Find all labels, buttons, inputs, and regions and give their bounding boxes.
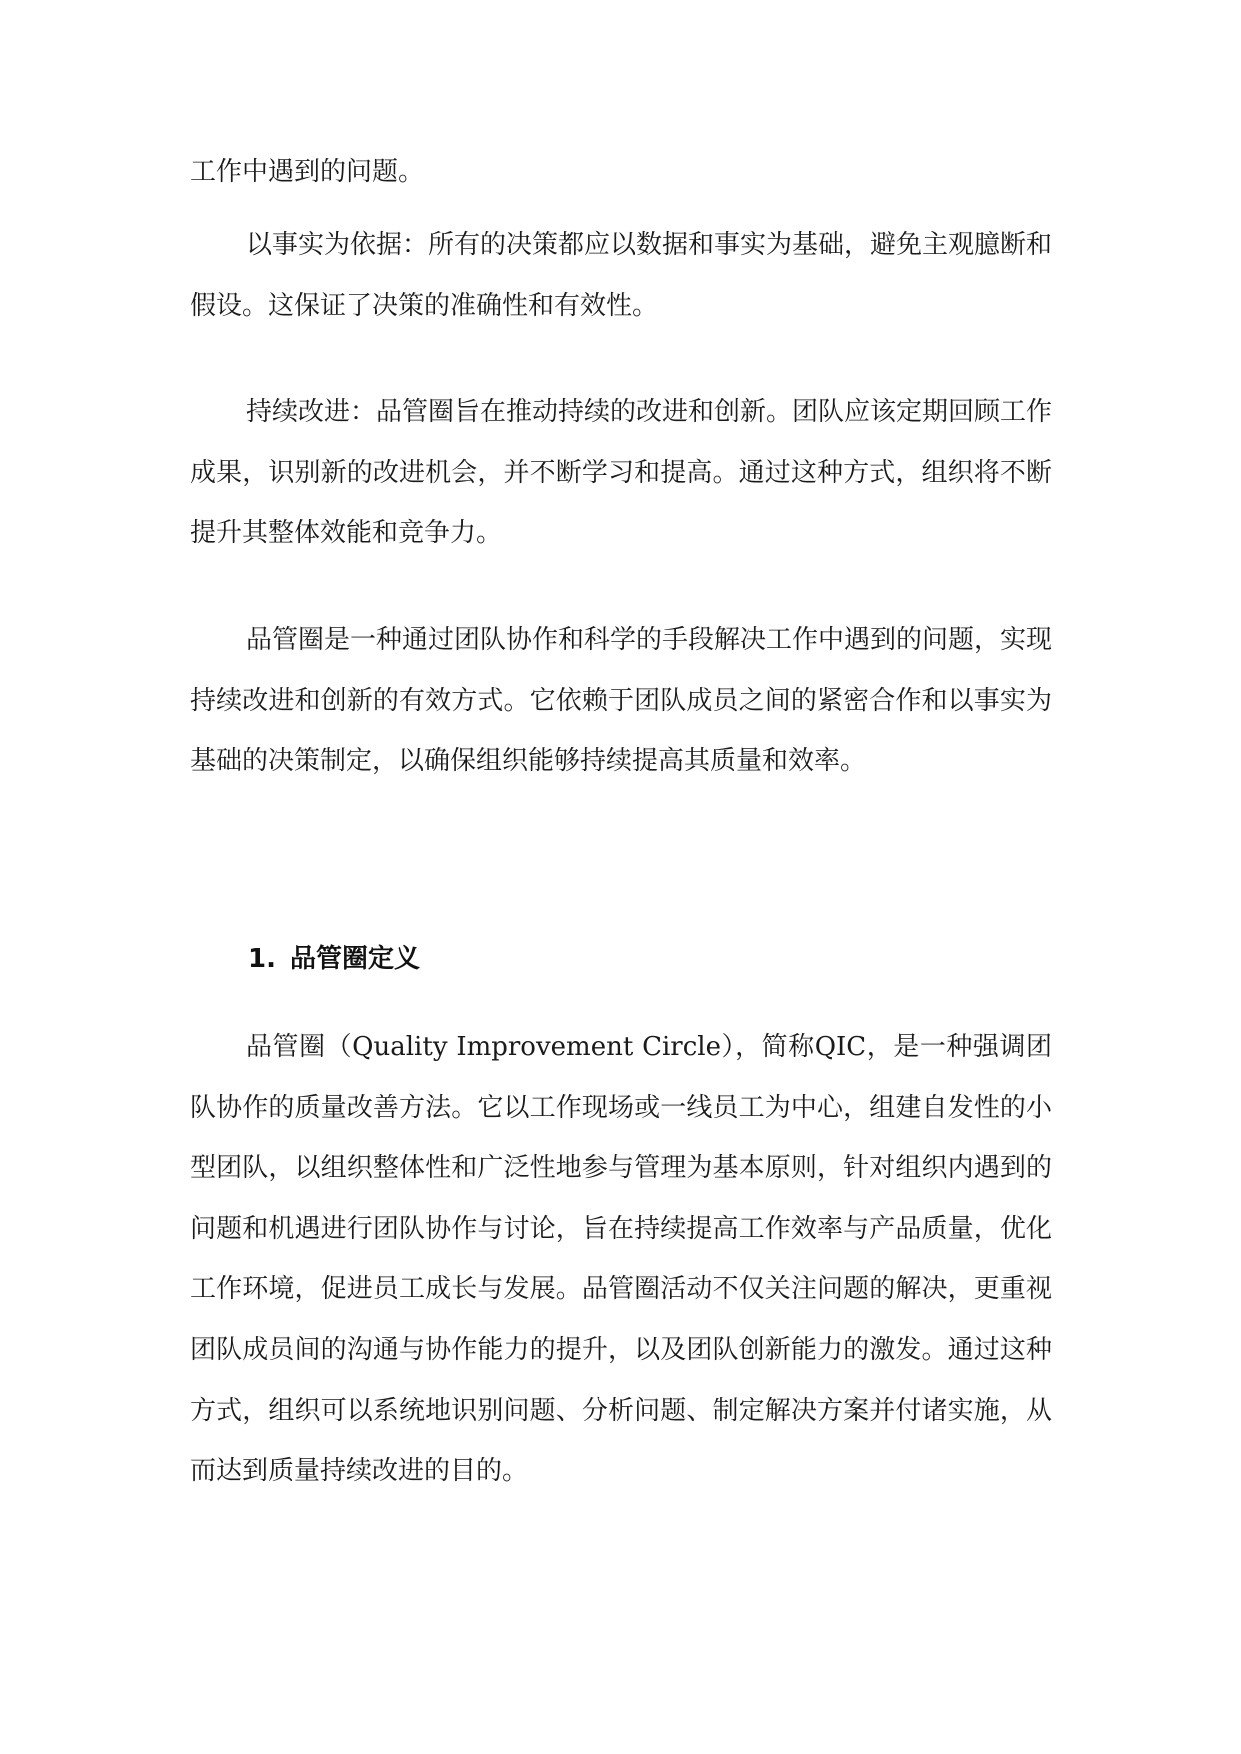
paragraph-continuation: 工作中遇到的问题。: [190, 157, 425, 187]
paragraph-qic-definition: 品管圈（Quality Improvement Circle），简称QIC，是一种强调团队协作的质量改善方法。它以工作现场或一线员工为中心，组建自发性的小型团队，以组织整体性和广泛性地参与管理为基本原则，针对组织内遇到的问题和机遇进行团队协作与讨论，旨在持续提高工作效率与产品质量，优化工作环境，促进员工成长与发展。品管圈活动不仅关注问题的解决，更重视团队成员间的沟通与协作能力的提升，以及团队创新能力的激发。通过这种方式，组织可以系统地识别问题、分析问题、制定解决方案并付诸实施，从而达到质量持续改进的目的。: [190, 1032, 1052, 1487]
section-title: 品管圈定义: [290, 944, 421, 974]
paragraph-summary: 品管圈是一种通过团队协作和科学的手段解决工作中遇到的问题，实现持续改进和创新的有效方式。它依赖于团队成员之间的紧密合作和以事实为基础的决策制定，以确保组织能够持续提高其质量和效率。: [190, 625, 1053, 777]
section-heading: [248, 939, 420, 979]
section-number: 1.: [248, 944, 276, 974]
paragraph-fact-based: 以事实为依据：所有的决策都应以数据和事实为基础，避免主观臆断和假设。这保证了决策的准确性和有效性。: [190, 230, 1053, 321]
paragraph-continuous-improvement: 持续改进：品管圈旨在推动持续的改进和创新。团队应该定期回顾工作成果，识别新的改进机会，并不断学习和提高。通过这种方式，组织将不断提升其整体效能和竞争力。: [190, 397, 1053, 549]
